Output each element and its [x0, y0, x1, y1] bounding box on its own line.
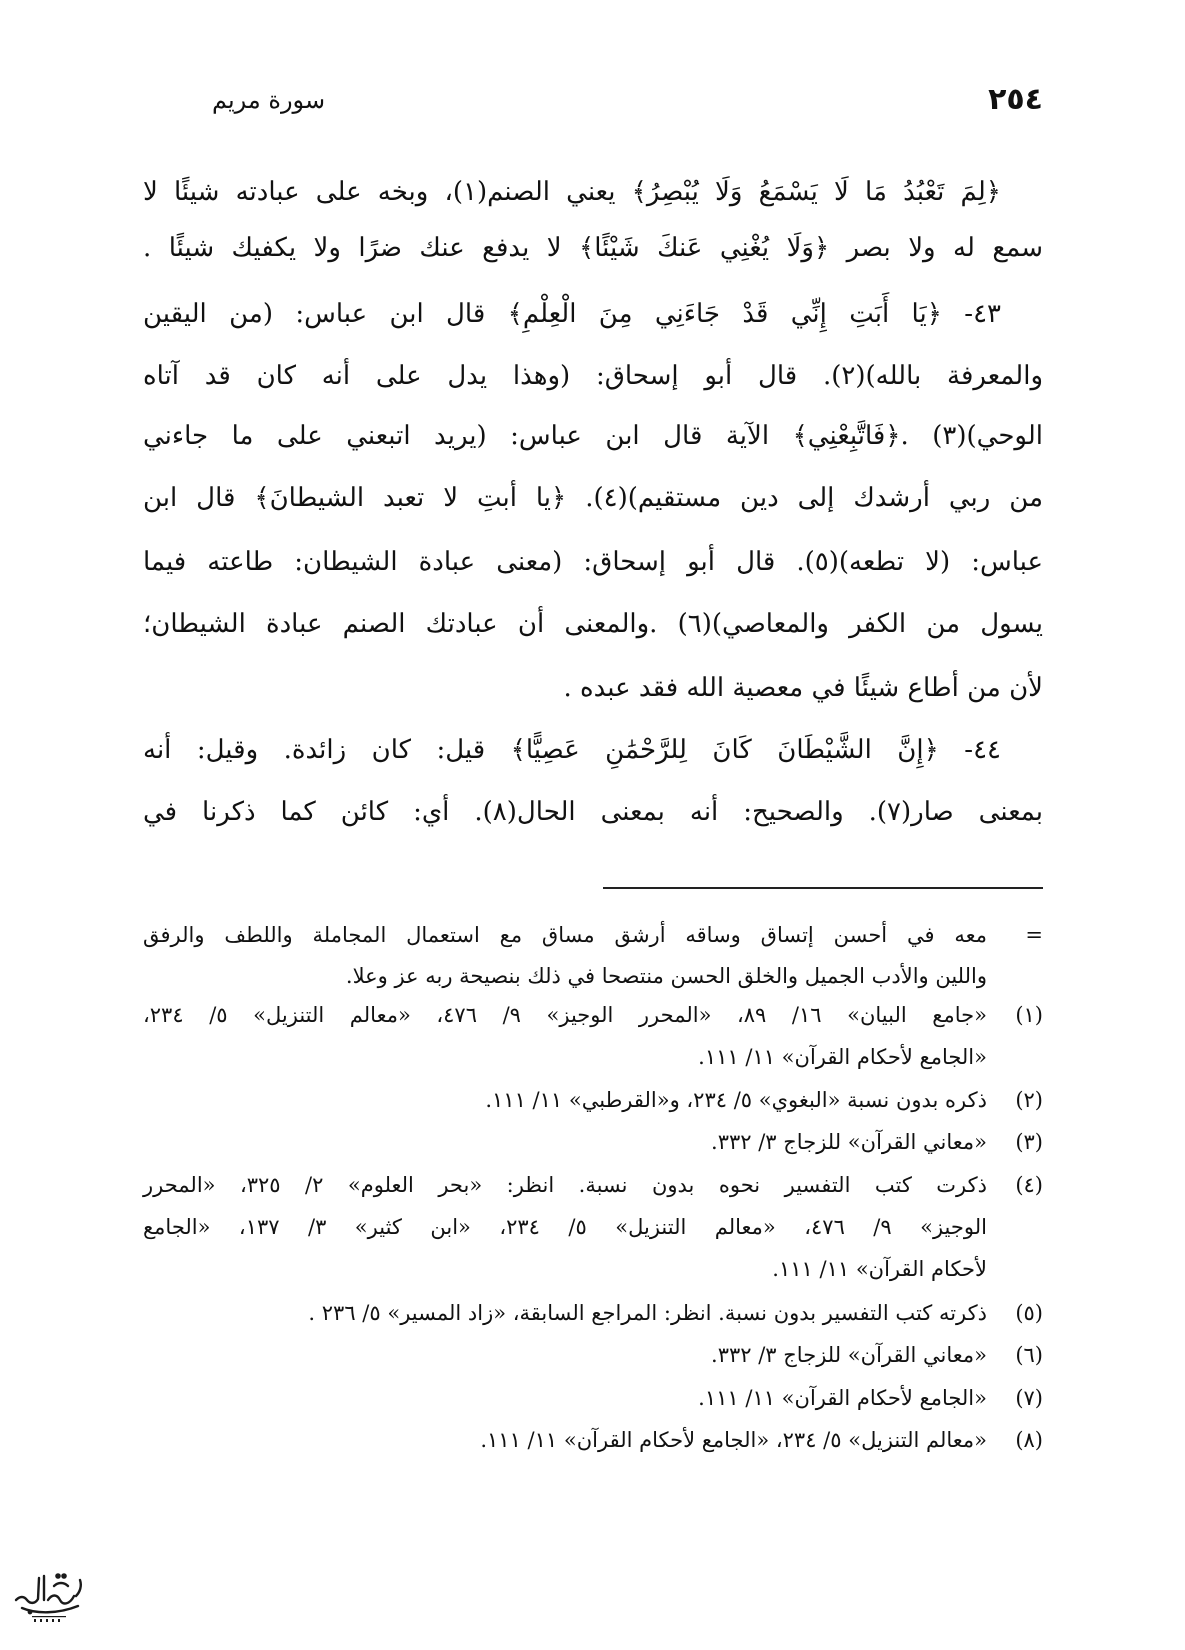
footnote-line	[143, 995, 1043, 1035]
text-line: لأن من أطاع شيئًا في معصية الله فقد عبده .	[563, 673, 1043, 703]
footnote-text: «جامع البيان» ١٦/ ٨٩، «المحرر الوجيز» ٩/ ٤٧٦، «معالم التنزيل» ٥/ ٢٣٤،	[143, 1003, 987, 1027]
running-header-title: سورة مريم	[212, 86, 326, 114]
footnote-marker: (٦)	[1015, 1343, 1043, 1367]
text-line: الوحي)(٣) .﴿فَاتَّبِعْنِي﴾ الآية قال ابن عباس: (يريد اتبعني على ما جاءني	[143, 421, 1043, 451]
footnote-line	[143, 1080, 1043, 1120]
footnote-line	[143, 1165, 1043, 1205]
footnote-text: لأحكام القرآن» ١١/ ١١١.	[772, 1257, 987, 1281]
footnote-marker: (٧)	[1015, 1386, 1043, 1410]
text-line: ﴿لِمَ تَعْبُدُ مَا لَا يَسْمَعُ وَلَا يُبْصِرُ﴾ يعني الصنم(١)، وبخه على عبادته شيئًا لا	[143, 177, 1002, 207]
footnote-marker: (٤)	[1015, 1173, 1043, 1197]
text-line: سمع له ولا بصر ﴿وَلَا يُغْنِي عَنكَ شَيْئًا﴾ لا يدفع عنك ضرًا ولا يكفيك شيئًا .	[143, 233, 1043, 263]
text-line: يسول من الكفر والمعاصي)(٦) .والمعنى أن عبادتك الصنم عبادة الشيطان؛	[143, 609, 1043, 639]
text-line: عباس: (لا تطعه)(٥). قال أبو إسحاق: (معنى عبادة الشيطان: طاعته فيما	[143, 547, 1043, 577]
footnote-marker: (٢)	[1015, 1088, 1043, 1112]
footnote-text: «معاني القرآن» للزجاج ٣/ ٣٣٢.	[711, 1343, 987, 1367]
footnote-line	[143, 1293, 1043, 1333]
footnote-separator	[603, 887, 1043, 889]
footnote-text: «الجامع لأحكام القرآن» ١١/ ١١١.	[698, 1386, 987, 1410]
text-line: بمعنى صار(٧). والصحيح: أنه بمعنى الحال(٨). أي: كائن كما ذكرنا في	[143, 797, 1044, 827]
footnote-text: ذكره بدون نسبة «البغوي» ٥/ ٢٣٤، و«القرطبي» ١١/ ١١١.	[485, 1088, 987, 1112]
footnote-line	[143, 1122, 1043, 1162]
footnote-line	[143, 1207, 1043, 1247]
text-line: ٤٤- ﴿إِنَّ الشَّيْطَانَ كَانَ لِلرَّحْمَٰنِ عَصِيًّا﴾ قيل: كان زائدة. وقيل: أنه	[143, 735, 1001, 765]
footnote-text: «معالم التنزيل» ٥/ ٢٣٤، «الجامع لأحكام القرآن» ١١/ ١١١.	[480, 1428, 987, 1452]
footnote-marker: (١)	[1015, 1003, 1043, 1027]
text-line: من ربي أرشدك إلى دين مستقيم)(٤). ﴿يا أبتِ لا تعبد الشيطانَ﴾ قال ابن	[143, 483, 1043, 513]
footnote-line	[143, 1420, 1043, 1460]
footnote-marker: (٨)	[1015, 1428, 1043, 1452]
footnote-line	[143, 956, 1043, 996]
footnote-line	[143, 1335, 1043, 1375]
footnote-marker: =	[1025, 923, 1043, 947]
footnote-text: «الجامع لأحكام القرآن» ١١/ ١١١.	[698, 1045, 987, 1069]
text-line: ٤٣- ﴿يَا أَبَتِ إِنِّي قَدْ جَاءَنِي مِنَ الْعِلْمِ﴾ قال ابن عباس: (من اليقين	[143, 299, 1001, 329]
footnote-line	[143, 1249, 1043, 1289]
footnote-text: «معاني القرآن» للزجاج ٣/ ٣٣٢.	[711, 1130, 987, 1154]
footnote-text: معه في أحسن إتساق وساقه أرشق مساق مع استعمال المجاملة واللطف والرفق	[143, 923, 987, 947]
footnote-marker: (٥)	[1015, 1301, 1043, 1325]
footnote-text: ذكرته كتب التفسير بدون نسبة. انظر: المراجع السابقة، «زاد المسير» ٥/ ٢٣٦ .	[308, 1301, 987, 1325]
footnote-text: ذكرت كتب التفسير نحوه بدون نسبة. انظر: «بحر العلوم» ٢/ ٣٢٥، «المحرر	[143, 1173, 987, 1197]
footnote-line	[143, 1037, 1043, 1077]
footnote-line	[143, 915, 1043, 955]
page-number: ٢٥٤	[988, 82, 1043, 117]
footnote-text: الوجيز» ٩/ ٤٧٦، «معالم التنزيل» ٥/ ٢٣٤، «ابن كثير» ٣/ ١٣٧، «الجامع	[143, 1215, 987, 1239]
almushtaqa-logo-icon	[10, 1556, 85, 1626]
text-line: والمعرفة بالله)(٢). قال أبو إسحاق: (وهذا يدل على أنه كان قد آتاه	[143, 361, 1043, 391]
footnote-line	[143, 1378, 1043, 1418]
footnote-marker: (٣)	[1015, 1130, 1043, 1154]
footnote-text: واللين والأدب الجميل والخلق الحسن منتصحا في ذلك بنصيحة ربه عز وعلا.	[345, 964, 987, 988]
